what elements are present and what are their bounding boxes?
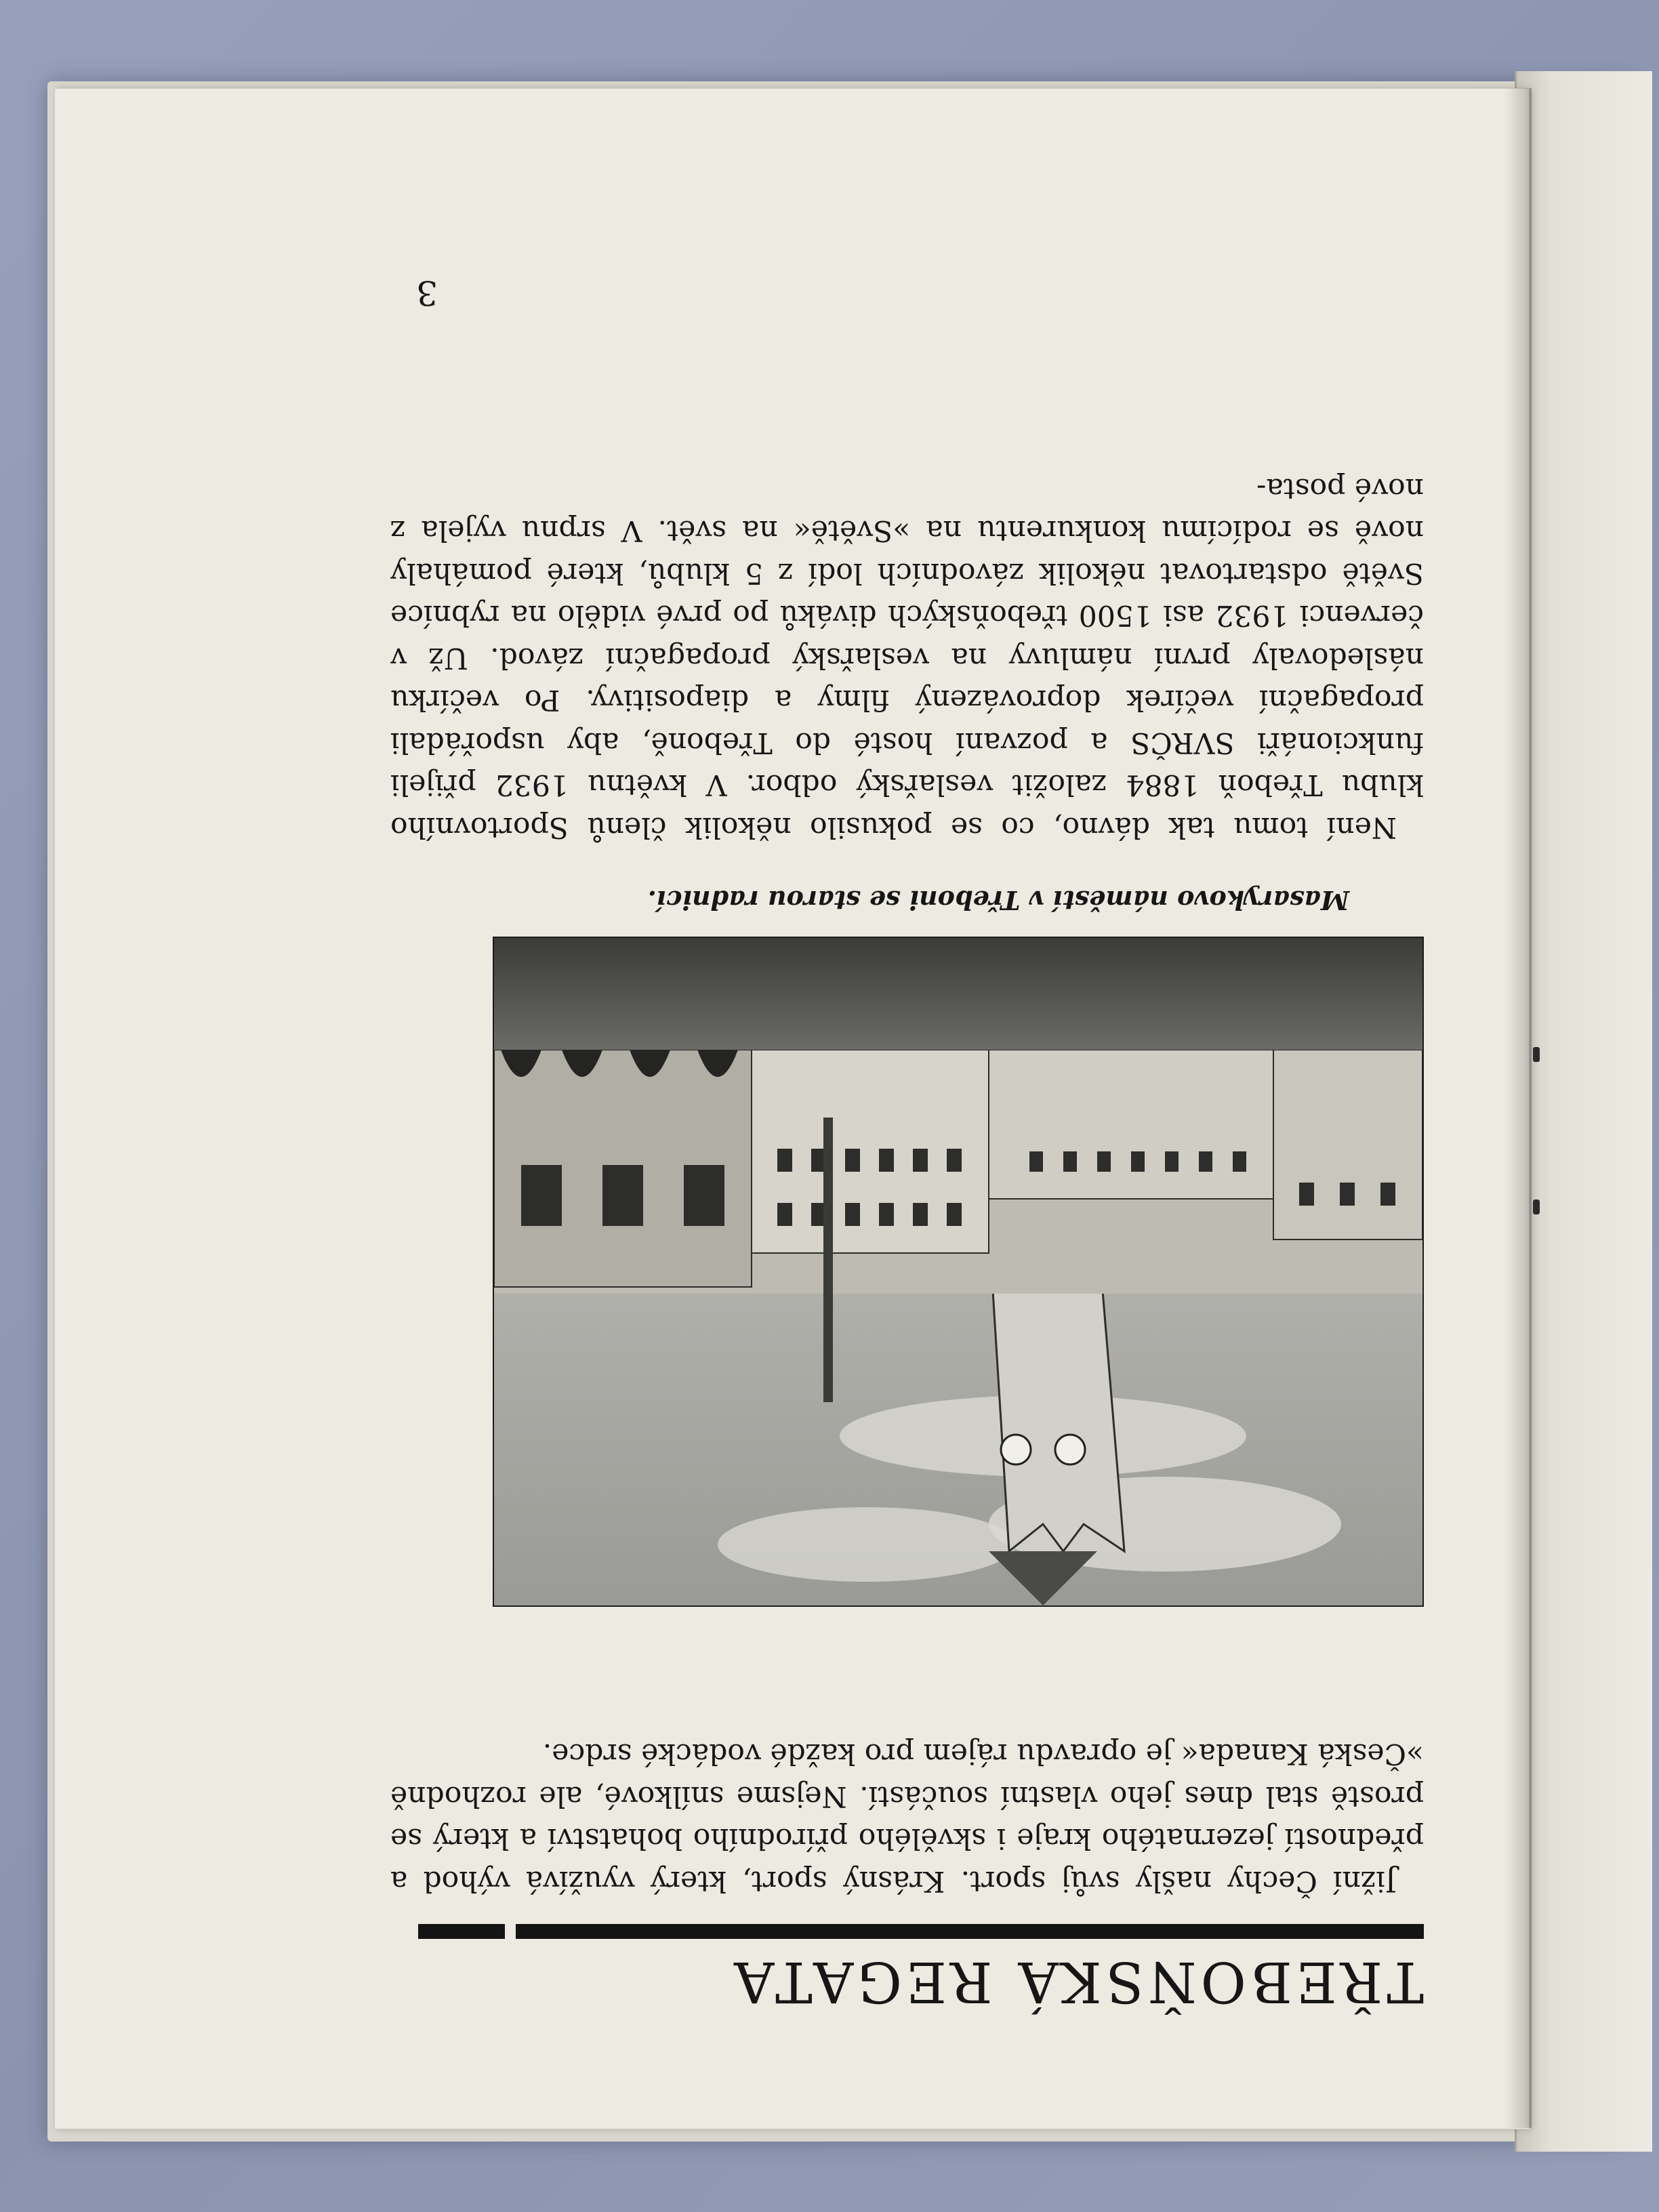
town-square-photo	[493, 937, 1424, 1607]
booklet-page	[54, 88, 1530, 2129]
page-content-upside-down	[55, 89, 1529, 2129]
square-pavement	[494, 938, 1422, 1050]
tower-clock	[1055, 1435, 1085, 1465]
title-rule-short	[418, 1924, 505, 1939]
page-title: TŘEBOŇSKÁ REGATA	[730, 1949, 1424, 2013]
row-houses	[989, 1050, 1273, 1199]
photo-caption: Masarykovo náměstí v Třeboni se starou radnicí.	[647, 885, 1349, 916]
facing-page-edge	[1515, 71, 1652, 2152]
corner-house	[1273, 1050, 1422, 1240]
staple	[1533, 1047, 1540, 1062]
marian-column	[823, 1118, 833, 1402]
page-number: 3	[416, 273, 438, 312]
town-square-illustration	[494, 938, 1422, 1605]
binding-gutter	[1504, 88, 1532, 2128]
cloud	[718, 1507, 1016, 1582]
staple	[1533, 1200, 1540, 1214]
tower-clock	[1001, 1435, 1031, 1465]
intro-paragraph: Jižní Čechy našly svůj sport. Krásný sport, který využívá výhod a předností jezernatého kraje i skvělého přírodního bohatství a který se prostě stal dnes jeho vlastní součástí. Nejsme snílkové, ale rozhodně »Česká Kanada« je opravdu rájem pro každé vodácké srdce.	[390, 1737, 1424, 1898]
title-rule-long	[516, 1924, 1424, 1939]
history-paragraph: Není tomu tak dávno, co se pokusilo několik členů Sportovního klubu Třeboň 1884 založit veslařský odbor. V květnu 1932 přijeli funkcionáři SVRČS a pozvaní hosté do Třeboně, aby uspořádali propagační večírek doprovázený filmy a diapositivy. Po večírku následovaly první námluvy na veslařský propagační závod. Už v červenci 1932 asi 1500 třeboňských diváků po prvé vidělo na rybníce Světě odstartovat několik závodních lodí z 5 klubů, které pomáhaly nově se rodícímu konkurentu na »Světě« na svět. V srpnu vyjela z nové posta-	[390, 472, 1424, 844]
